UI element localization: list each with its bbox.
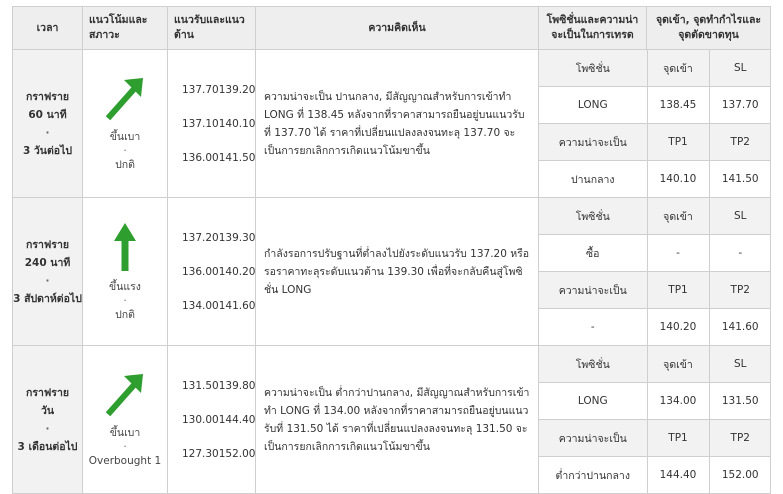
separator-dot: · bbox=[123, 144, 127, 157]
trade-setup-table bbox=[539, 346, 771, 493]
position-value: LONG bbox=[539, 383, 647, 420]
table-row bbox=[13, 50, 771, 198]
trend-condition: ปกติ bbox=[115, 308, 135, 321]
timeframe-label: กราฟราย bbox=[25, 386, 69, 399]
trend-cell bbox=[83, 50, 168, 198]
timeframe-cell bbox=[13, 198, 83, 346]
forecast-table-container bbox=[12, 6, 770, 494]
probability-label: ความน่าจะเป็น bbox=[539, 420, 647, 457]
support-value: 136.00 bbox=[182, 265, 219, 278]
probability-label: ความน่าจะเป็น bbox=[539, 272, 647, 309]
tp1-value: 144.40 bbox=[647, 457, 709, 494]
tp2-value: 141.60 bbox=[709, 309, 771, 346]
tp1-value: 140.10 bbox=[647, 161, 709, 198]
header-position: โพซิชั่นและความน่าจะเป็นในการเทรด bbox=[539, 7, 647, 50]
tp1-label: TP1 bbox=[647, 420, 709, 457]
levels-cell bbox=[168, 50, 256, 198]
position-value: ซื้อ bbox=[539, 235, 647, 272]
separator-dot: · bbox=[45, 126, 50, 139]
support-value: 137.20 bbox=[182, 231, 219, 244]
header-comment: ความคิดเห็น bbox=[256, 7, 539, 50]
sl-value: - bbox=[709, 235, 771, 272]
arrow-up-icon bbox=[105, 222, 145, 272]
trend-cell bbox=[83, 198, 168, 346]
separator-dot: · bbox=[123, 440, 127, 453]
support-value: 137.10 bbox=[182, 117, 219, 130]
timeframe-period: 60 นาที bbox=[28, 108, 67, 121]
table-row bbox=[13, 346, 771, 494]
timeframe-label: กราฟราย bbox=[25, 238, 69, 251]
probability-value: ต่ำกว่าปานกลาง bbox=[539, 457, 647, 494]
tp2-value: 152.00 bbox=[709, 457, 771, 494]
levels-cell bbox=[168, 198, 256, 346]
trade-setup-cell bbox=[539, 50, 771, 198]
comment-cell: ความน่าจะเป็น ต่ำกว่าปานกลาง, มีสัญญาณสำหรับการเข้าทำ LONG ที่ 134.00 หลังจากที่ราคาสามารถยืนอยู่บนแนวรับที่ 131.50 ได้ ราคาที่เปลี่ยนแปลงลงจนทะลุ 131.50 จะเป็นการยกเลิกการเกิดแนวโน้มขาขึ้น bbox=[256, 346, 539, 494]
support-value: 131.50 bbox=[182, 379, 219, 392]
level-pair bbox=[182, 289, 255, 323]
header-trend: แนวโน้มและสภาวะ bbox=[83, 7, 168, 50]
sl-value: 137.70 bbox=[709, 87, 771, 124]
timeframe-horizon: 3 เดือนต่อไป bbox=[17, 440, 78, 453]
resistance-value: 140.10 bbox=[218, 117, 256, 130]
header-entry: จุดเข้า, จุดทำกำไรและจุดตัดขาดทุน bbox=[647, 7, 771, 50]
header-time: เวลา bbox=[13, 7, 83, 50]
resistance-value: 144.40 bbox=[218, 413, 256, 426]
comment-cell: ความน่าจะเป็น ปานกลาง, มีสัญญาณสำหรับการเข้าทำ LONG ที่ 138.45 หลังจากที่ราคาสามารถยืนอยู่บนแนวรับที่ 137.70 ได้ ราคาที่เปลี่ยนแปลงลงจนทะลุ 137.70 จะเป็นการยกเลิกการเกิดแนวโน้มขาขึ้น bbox=[256, 50, 539, 198]
resistance-value: 139.80 bbox=[218, 379, 256, 392]
table-row bbox=[13, 198, 771, 346]
level-pair bbox=[182, 107, 255, 141]
entry-value: - bbox=[647, 235, 709, 272]
trend-cell bbox=[83, 346, 168, 494]
trend-strength: ขึ้นเบา bbox=[109, 130, 141, 143]
sl-label: SL bbox=[709, 50, 771, 87]
forecast-table bbox=[12, 6, 771, 494]
resistance-value: 139.30 bbox=[218, 231, 256, 244]
position-label: โพซิชั่น bbox=[539, 50, 647, 87]
arrow-up-right-icon bbox=[105, 76, 145, 122]
tp2-label: TP2 bbox=[709, 272, 771, 309]
trend-strength: ขึ้นเบา bbox=[109, 426, 141, 439]
entry-label: จุดเข้า bbox=[647, 346, 709, 383]
trend-strength: ขึ้นแรง bbox=[109, 280, 141, 293]
resistance-value: 140.20 bbox=[218, 265, 256, 278]
probability-label: ความน่าจะเป็น bbox=[539, 124, 647, 161]
level-pair bbox=[182, 437, 255, 471]
sl-label: SL bbox=[709, 346, 771, 383]
position-label: โพซิชั่น bbox=[539, 346, 647, 383]
position-value: LONG bbox=[539, 87, 647, 124]
level-pair bbox=[182, 141, 255, 175]
sl-value: 131.50 bbox=[709, 383, 771, 420]
trade-setup-cell bbox=[539, 198, 771, 346]
timeframe-period: วัน bbox=[40, 404, 55, 417]
header-levels: แนวรับและแนวต้าน bbox=[168, 7, 256, 50]
entry-value: 134.00 bbox=[647, 383, 709, 420]
level-pair bbox=[182, 369, 255, 403]
timeframe-label: กราฟราย bbox=[25, 90, 69, 103]
support-value: 137.70 bbox=[182, 83, 219, 96]
timeframe-cell bbox=[13, 50, 83, 198]
level-pair bbox=[182, 221, 255, 255]
support-value: 127.30 bbox=[182, 447, 219, 460]
separator-dot: · bbox=[45, 422, 50, 435]
separator-dot: · bbox=[45, 274, 50, 287]
levels-cell bbox=[168, 346, 256, 494]
resistance-value: 141.60 bbox=[218, 299, 256, 312]
timeframe-cell bbox=[13, 346, 83, 494]
arrow-up-right-icon bbox=[105, 372, 145, 418]
tp1-value: 140.20 bbox=[647, 309, 709, 346]
level-pair bbox=[182, 255, 255, 289]
resistance-value: 139.20 bbox=[218, 83, 256, 96]
timeframe-horizon: 3 วันต่อไป bbox=[22, 144, 73, 157]
tp1-label: TP1 bbox=[647, 124, 709, 161]
tp2-label: TP2 bbox=[709, 420, 771, 457]
sl-label: SL bbox=[709, 198, 771, 235]
resistance-value: 152.00 bbox=[218, 447, 256, 460]
trade-setup-table bbox=[539, 198, 771, 345]
comment-cell: กำลังรอการปรับฐานที่ต่ำลงไปยังระดับแนวรับ 137.20 หรือรอราคาทะลุระดับแนวต้าน 139.30 เพื่อที่จะกลับคืนสู่โพซิชั่น LONG bbox=[256, 198, 539, 346]
trade-setup-table bbox=[539, 50, 771, 197]
trend-condition: ปกติ bbox=[115, 158, 135, 171]
level-pair bbox=[182, 403, 255, 437]
separator-dot: · bbox=[123, 294, 127, 307]
trend-condition: Overbought 1 bbox=[88, 454, 162, 467]
support-value: 134.00 bbox=[182, 299, 219, 312]
probability-value: - bbox=[539, 309, 647, 346]
support-value: 136.00 bbox=[182, 151, 219, 164]
entry-value: 138.45 bbox=[647, 87, 709, 124]
timeframe-horizon: 3 สัปดาห์ต่อไป bbox=[13, 292, 82, 305]
tp2-label: TP2 bbox=[709, 124, 771, 161]
tp2-value: 141.50 bbox=[709, 161, 771, 198]
resistance-value: 141.50 bbox=[218, 151, 256, 164]
position-label: โพซิชั่น bbox=[539, 198, 647, 235]
timeframe-period: 240 นาที bbox=[24, 256, 71, 269]
support-value: 130.00 bbox=[182, 413, 219, 426]
header-row bbox=[13, 7, 771, 50]
probability-value: ปานกลาง bbox=[539, 161, 647, 198]
tp1-label: TP1 bbox=[647, 272, 709, 309]
level-pair bbox=[182, 73, 255, 107]
entry-label: จุดเข้า bbox=[647, 50, 709, 87]
trade-setup-cell bbox=[539, 346, 771, 494]
entry-label: จุดเข้า bbox=[647, 198, 709, 235]
